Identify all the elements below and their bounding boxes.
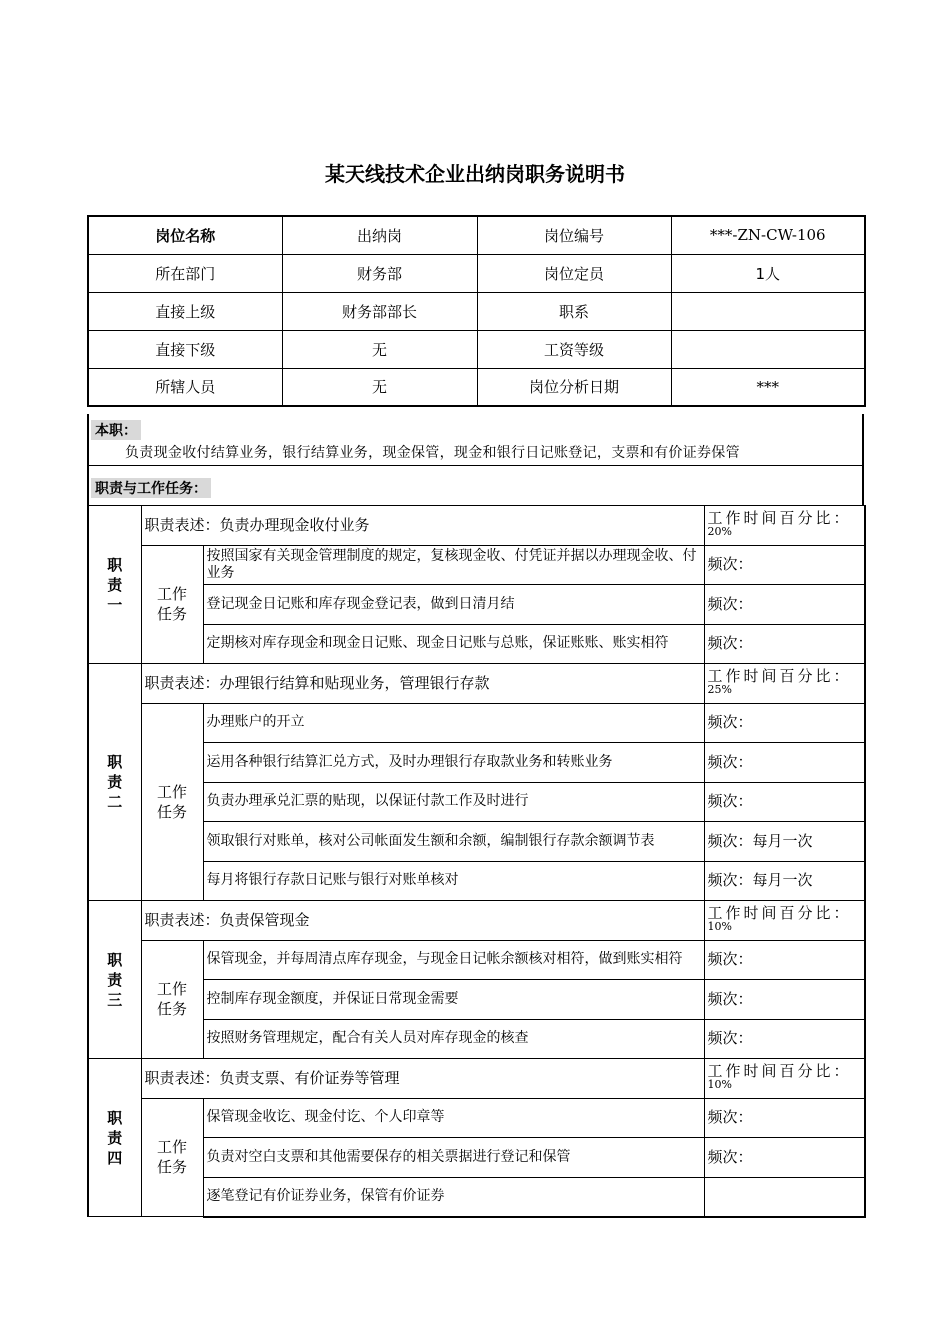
task-frequency [704, 1177, 865, 1217]
work-time-percent-label: 工作时间百分比： [707, 1062, 852, 1081]
work-time-percent-label: 工作时间百分比： [707, 667, 852, 686]
work-time-percent-cell [704, 1059, 865, 1099]
task-row [88, 1138, 865, 1178]
task-description: 运用各种银行结算汇兑方式，及时办理银行存取款业务和转账业务 [203, 743, 704, 783]
work-time-percent-value: 25% [707, 683, 732, 697]
label-position-code: 岗位编号 [477, 216, 671, 254]
task-description: 领取银行对账单，核对公司帐面发生额和余额，编制银行存款余额调节表 [203, 822, 704, 862]
label-direct-subordinate: 直接下级 [88, 330, 282, 368]
task-row [88, 545, 865, 585]
task-row [88, 782, 865, 822]
task-description: 保管现金，并每周清点库存现金，与现金日记帐余额核对相符，做到账实相符 [203, 940, 704, 980]
duty-name: 职责二 [88, 664, 141, 901]
work-task-label: 工作任务 [141, 940, 203, 1059]
core-duty-text: 负责现金收付结算业务，银行结算业务，现金保管，现金和银行日记账登记，支票和有价证券保管 [125, 445, 740, 461]
label-job-family: 职系 [477, 292, 671, 330]
task-description: 定期核对库存现金和现金日记账、现金日记账与总账，保证账账、账实相符 [203, 624, 704, 664]
duty-name: 职责一 [88, 506, 141, 664]
label-salary-grade: 工资等级 [477, 330, 671, 368]
duty-statement: 职责表述：负责支票、有价证券等管理 [141, 1059, 704, 1099]
core-duty-label: 本职： [91, 420, 141, 440]
task-frequency: 频次： [704, 624, 865, 664]
task-description: 登记现金日记账和库存现金登记表，做到日清月结 [203, 585, 704, 625]
label-department: 所在部门 [88, 254, 282, 292]
task-frequency: 频次： [704, 1138, 865, 1178]
label-staff-managed: 所辖人员 [88, 368, 282, 406]
position-info-table [87, 215, 866, 407]
task-row [88, 1177, 865, 1217]
task-frequency: 频次： [704, 940, 865, 980]
value-direct-superior: 财务部部长 [282, 292, 477, 330]
duties-section-header [87, 466, 864, 505]
task-frequency: 频次：每月一次 [704, 822, 865, 862]
task-frequency: 频次：每月一次 [704, 861, 865, 901]
work-time-percent-label: 工作时间百分比： [707, 509, 852, 528]
task-frequency: 频次： [704, 743, 865, 783]
work-time-percent-value: 10% [707, 920, 732, 934]
task-frequency: 频次： [704, 703, 865, 743]
task-description: 逐笔登记有价证券业务，保管有价证券 [203, 1177, 704, 1217]
task-description: 负责对空白支票和其他需要保存的相关票据进行登记和保管 [203, 1138, 704, 1178]
task-frequency: 频次： [704, 782, 865, 822]
duties-label: 职责与工作任务： [91, 478, 211, 498]
work-time-percent-value: 20% [707, 525, 732, 539]
task-row [88, 980, 865, 1020]
duty-statement-row [88, 664, 865, 704]
task-row [88, 703, 865, 743]
label-position-name: 岗位名称 [88, 216, 282, 254]
value-position-code: ***-ZN-CW-106 [671, 216, 865, 254]
task-frequency: 频次： [704, 1019, 865, 1059]
task-frequency: 频次： [704, 545, 865, 585]
task-description: 按照财务管理规定，配合有关人员对库存现金的核查 [203, 1019, 704, 1059]
label-direct-superior: 直接上级 [88, 292, 282, 330]
work-task-label: 工作任务 [141, 1098, 203, 1217]
label-analysis-date: 岗位分析日期 [477, 368, 671, 406]
duty-statement: 职责表述：负责保管现金 [141, 901, 704, 941]
task-description: 负责办理承兑汇票的贴现，以保证付款工作及时进行 [203, 782, 704, 822]
value-job-family [671, 292, 865, 330]
value-analysis-date: *** [671, 368, 865, 406]
duties-table [87, 505, 866, 1218]
value-staff-managed: 无 [282, 368, 477, 406]
task-row [88, 1098, 865, 1138]
work-time-percent-label: 工作时间百分比： [707, 904, 852, 923]
value-direct-subordinate: 无 [282, 330, 477, 368]
task-description: 每月将银行存款日记账与银行对账单核对 [203, 861, 704, 901]
work-time-percent-cell [704, 506, 865, 546]
duty-name: 职责三 [88, 901, 141, 1059]
task-description: 办理账户的开立 [203, 703, 704, 743]
work-time-percent-cell [704, 664, 865, 704]
task-row [88, 861, 865, 901]
value-position-name: 出纳岗 [282, 216, 477, 254]
work-task-label: 工作任务 [141, 545, 203, 664]
duty-statement-row [88, 506, 865, 546]
task-row [88, 743, 865, 783]
core-duty-section [87, 414, 864, 466]
work-time-percent-value: 10% [707, 1078, 732, 1092]
task-frequency: 频次： [704, 585, 865, 625]
value-salary-grade [671, 330, 865, 368]
value-department: 财务部 [282, 254, 477, 292]
duty-statement: 职责表述：办理银行结算和贴现业务，管理银行存款 [141, 664, 704, 704]
duty-statement-row [88, 901, 865, 941]
label-headcount: 岗位定员 [477, 254, 671, 292]
task-row [88, 940, 865, 980]
work-time-percent-cell [704, 901, 865, 941]
task-description: 保管现金收讫、现金付讫、个人印章等 [203, 1098, 704, 1138]
value-headcount: 1人 [671, 254, 865, 292]
duty-name: 职责四 [88, 1059, 141, 1217]
task-row [88, 624, 865, 664]
task-row [88, 1019, 865, 1059]
task-row [88, 585, 865, 625]
task-row [88, 822, 865, 862]
task-frequency: 频次： [704, 1098, 865, 1138]
task-description: 控制库存现金额度，并保证日常现金需要 [203, 980, 704, 1020]
work-task-label: 工作任务 [141, 703, 203, 901]
duty-statement: 职责表述：负责办理现金收付业务 [141, 506, 704, 546]
task-description: 按照国家有关现金管理制度的规定，复核现金收、付凭证并据以办理现金收、付业务 [203, 545, 704, 585]
duty-statement-row [88, 1059, 865, 1099]
task-frequency: 频次： [704, 980, 865, 1020]
page-title: 某天线技术企业出纳岗职务说明书 [325, 162, 625, 186]
